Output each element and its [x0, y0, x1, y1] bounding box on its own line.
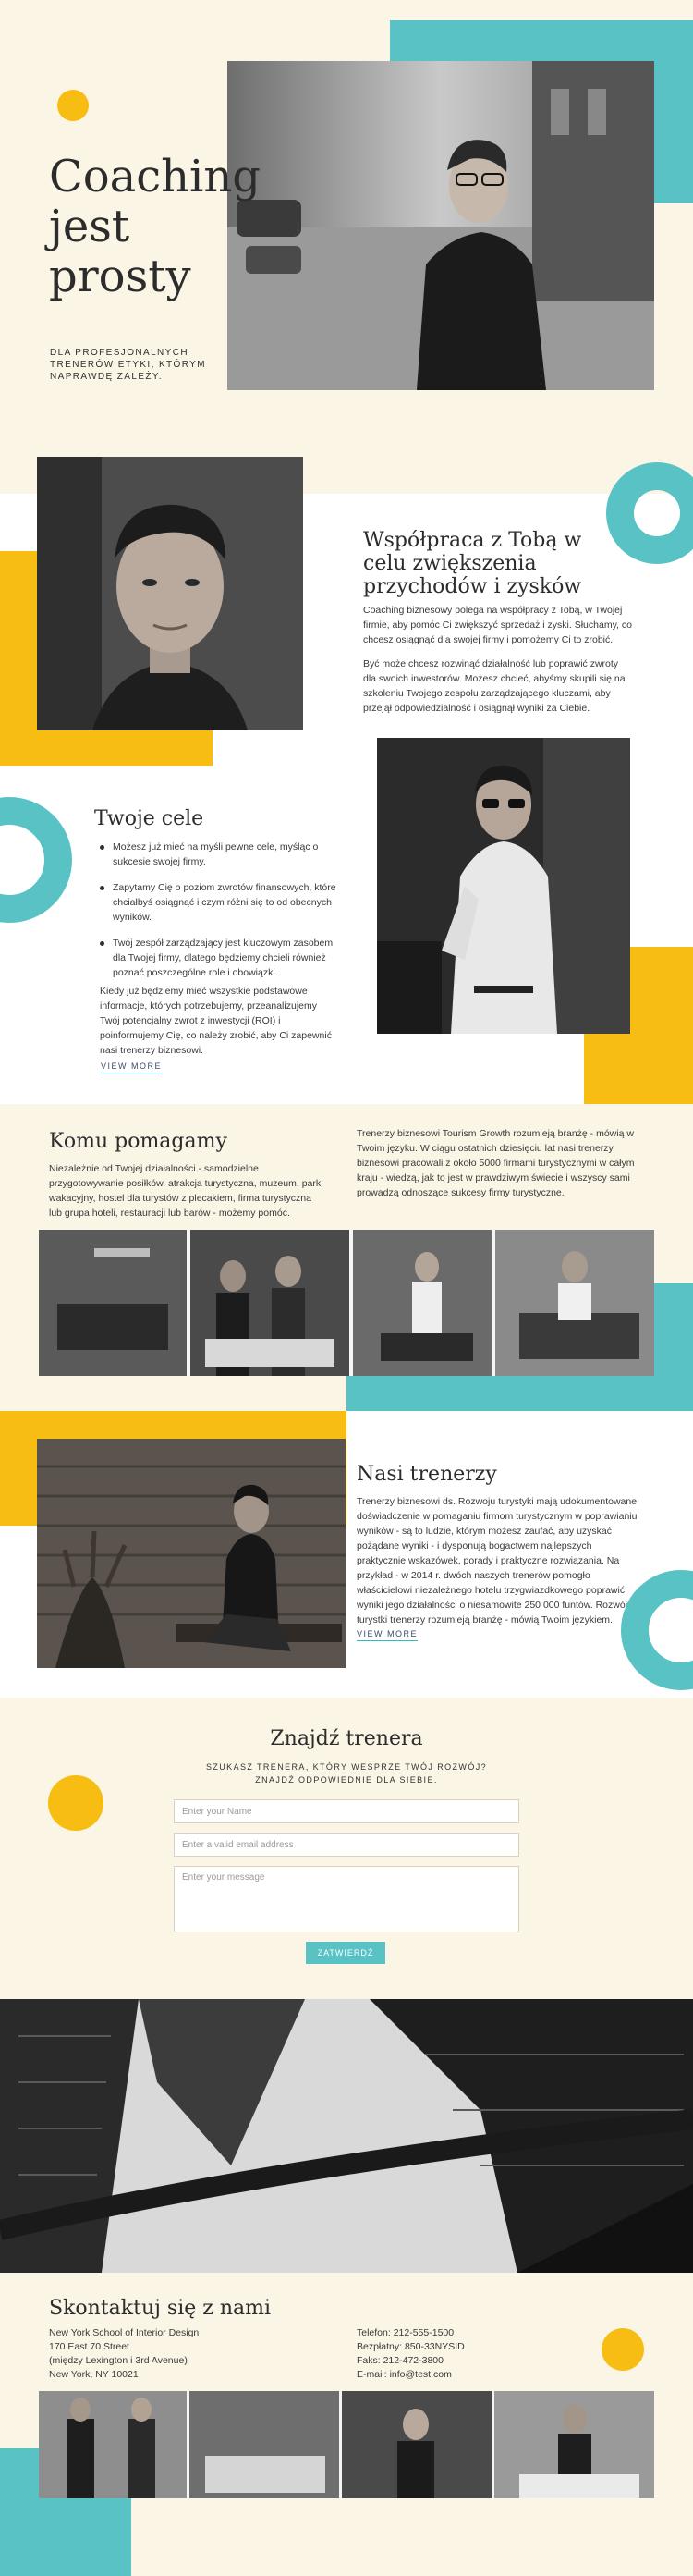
team-gallery-photo [39, 1230, 654, 1376]
help-left-paragraph: Niezależnie od Twojej działalności - samodzielne przygotowywanie posiłków, atrakcja turystyczna, muzeum, park wakacyjny, hostel dla turystów z plecakiem, firma turystyczna lub grupa hoteli, restauracji lub barów - możemy pomóc. [49, 1163, 322, 1219]
find-subtitle: SZUKASZ TRENERA, KTÓRY WESPRZE TWÓJ ROZWÓJ? ZNAJDŹ ODPOWIEDNIE DLA SIEBIE. [205, 1762, 488, 1785]
hero-title: Coaching jest prosty [49, 151, 261, 302]
find-heading: Znajdź trenera [270, 1727, 423, 1750]
portrait-photo [37, 457, 303, 730]
contact-address: New York School of Interior Design 170 East 70 Street (między Lexington i 3rd Avenue) New York, NY 10021 [49, 2327, 200, 2380]
hero-subtitle: DLA PROFESJONALNYCH TRENERÓW ETYKI, KTÓRYM NAPRAWDĘ ZALEŻY. [50, 348, 206, 382]
goals-paragraph: Kiedy już będziemy mieć wszystkie podstawowe informacje, których potrzebujemy, przeanalizujemy Twój potencjalny zwrot z inwestycji (ROI) i poinformujemy Cię, co należy zrobić, aby Ci zapewnić nasi trenerzy biznesowi. [100, 986, 332, 1056]
find-yellow-dot [48, 1775, 103, 1831]
list-item: Możesz już mieć na myśli pewne cele, myśląc o sukcesie swojej firmy. [100, 840, 342, 869]
trainers-heading: Nasi trenerzy [357, 1463, 497, 1486]
trainer-photo [37, 1439, 346, 1668]
cooperation-paragraph-2: Być może chcesz rozwinąć działalność lub poprawić zwroty dla swoich inwestorów. Możesz chcieć, abyśmy skupili się na szkoleniu Twojego zespołu zarządzającego kluczami, aby przejął odpowiedzialność i osiągnął wyniki za Ciebie. [363, 658, 626, 714]
list-item: Zapytamy Cię o poziom zwrotów finansowych, które chciałbyś osiągnąć i czym różni się to od obecnych wyników. [100, 880, 342, 925]
contact-yellow-dot [602, 2328, 644, 2371]
email-field[interactable] [174, 1833, 519, 1857]
trainers-view-more-link[interactable]: VIEW MORE [357, 1629, 418, 1641]
submit-button[interactable]: ZATWIERDŹ [306, 1942, 385, 1964]
contact-phones: Telefon: 212-555-1500 Bezpłatny: 850-33NYSID Faks: 212-472-3800 E-mail: info@test.com [357, 2327, 465, 2380]
goals-view-more-link[interactable]: VIEW MORE [101, 1061, 162, 1073]
help-heading: Komu pomagamy [49, 1130, 227, 1153]
smiling-man-photo [377, 738, 630, 1034]
hero-yellow-dot [57, 90, 89, 121]
city-skyline-photo [0, 1999, 693, 2273]
trainers-paragraph: Trenerzy biznesowi ds. Rozwoju turystyki mają udokumentowane doświadczenie w pomaganiu firmom turystycznym w poprawianiu wyników - są to ludzie, którym możesz zaufać, aby uzyskać pożądane wyniki - i dysponują bogactwem najlepszych praktycznie wskazówek, porady i praktyczne rozwiązania. Na przykład - w 2014 r. dwóch naszych trenerów pomogło właścicielowi niezależnego hotelu trzygwiazdkowego poprawić wyniki jego działalności o niesamowite 250 000 funtów. Rozwój turystki trenerzy rozumieją branżę - mówią Twoim językiem. [357, 1496, 638, 1625]
list-item: Twój zespół zarządzający jest kluczowym zasobem dla Twojej firmy, dlatego będziemy chcieli również poznać poszczególne role i obowiązki. [100, 936, 342, 980]
name-field[interactable] [174, 1799, 519, 1823]
contact-heading: Skontaktuj się z nami [49, 2297, 272, 2320]
message-field[interactable] [174, 1866, 519, 1932]
cooperation-heading: Współpraca z Tobą w celu zwiększenia przychodów i zysków [363, 529, 582, 598]
help-right-paragraph: Trenerzy biznesowi Tourism Growth rozumieją branżę - mówią w Twoim języku. W ciągu ostatnich dziesięciu lat nasi trenerzy biznesowi pracowali z około 5000 firmami turystycznymi w całym kraju - wiedzą, jak to jest w prawdziwym świecie i wszyscy sami prowadzą odnoszące sukcesy firmy turystyczne. [357, 1128, 635, 1198]
cooperation-paragraph-1: Coaching biznesowy polega na współpracy z Tobą, w Twojej firmie, aby pomóc Ci zwiększyć sprzedaż i zyski. Słuchamy, co chcesz osiągnąć dla swojej firmy i pomożemy Ci to zrobić. [363, 605, 632, 645]
hero-man-photo [227, 61, 654, 390]
goals-heading: Twoje cele [94, 807, 204, 830]
goals-list [100, 840, 342, 991]
contact-gallery-photo [39, 2391, 654, 2498]
